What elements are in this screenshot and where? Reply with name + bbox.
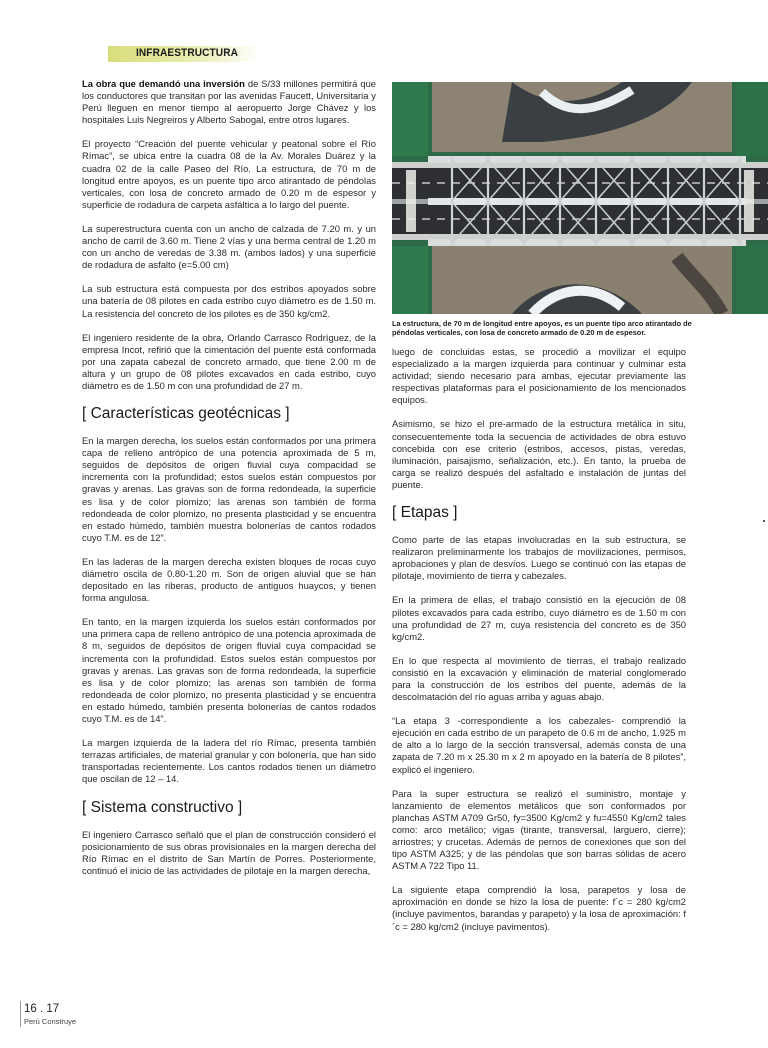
paragraph: El ingeniero residente de la obra, Orlando Carrasco Rodríguez, de la empresa Incot, refirió que la cimentación del puente está conformada por una zapata cabezal de concreto armado, que tiene 2.00 m de altura y un grupo de 08 pilotes excavados en cada estribo, cuyo diámetro es de 1.50 m con una profundidad de 27 m. bbox=[82, 331, 376, 391]
lead-rest: de S/33 millones permitirá que los conductores que transitan por las avenidas Faucett, Universitaria y Perú lleguen en menor tiempo al aeropuerto Jorge Chávez y los hospitales Luis Negreiros y Alberto Sabogal, entre otros lugares. bbox=[82, 78, 377, 126]
folio-rule bbox=[20, 1001, 21, 1027]
paragraph: En tanto, en la margen izquierda los suelos están conformados por una primera capa de relleno antrópico de una potencia aproximada de 8 m, seguidos de depósitos de origen fluvial cuya compacidad se incrementa con la profundidad. Estos suelos están compuestos por gravas y arenas. Las gravas son de forma redondeada, la superficie es lisa y de color plomizo; las arenas son también de forma redondeada de color plomizo, no presenta plasticidad y se encuentra en estado húmedo, también presenta bolonerías de cantos rodados cuyo T.M. es de 14”. bbox=[82, 616, 376, 725]
paragraph: En lo que respecta al movimiento de tierras, el trabajo realizado consistió en la excavación y eliminación de material conglomerado para la construcción de los estribos del puente, además de la descolmatación del río aguas arriba y aguas abajo. bbox=[392, 654, 686, 703]
paragraph: En la margen derecha, los suelos están conformados por una primera capa de relleno antrópico de una potencia aproximada de 5 m, seguidos de depósitos de origen fluvial cuya compacidad se incrementa con la profundidad; estos suelos están compuestos por gravas y arenas. Las gravas son de forma redondeada, la superficie es lisa y de color plomizo; las arenas son también de forma redondeada de color plomizo, no presenta plasticidad y se encuentra en estado húmedo, también muestra bolonerías de cantos rodados cuyo T.M. es de 12”. bbox=[82, 435, 376, 543]
paragraph: La superestructura cuenta con un ancho de calzada de 7.20 m. y un ancho de carril de 3.60 m. Tiene 2 vías y una berma central de 1.20 m con un ancho de veredas de 3.38 m. (ambos lados) y una superficie de rodadura de asfalto (e=5.00 cm) bbox=[82, 222, 376, 271]
paragraph: luego de concluidas estas, se procedió a movilizar el equipo especializado a la margen izquierda para continuar y culminar esta actividad; siendo necesario para ambas, ejecutar previamente las respectivas plataformas para el posicionamiento de los mencionados equipos. bbox=[392, 346, 686, 406]
paragraph: En las laderas de la margen derecha existen bloques de rocas cuyo diámetro oscila de 0.80-1.20 m. Son de origen aluvial que se han depositado en las riberas, producto de antiguos huaycos, y tienen forma angulosa. bbox=[82, 555, 376, 604]
paragraph: Como parte de las etapas involucradas en la sub estructura, se realizaron preliminarmente los trabajos de movilizaciones, permisos, aprobaciones y plan de desvíos. Luego se continuó con las etapas de pilotaje, movimiento de tierra y cabezales. bbox=[392, 534, 686, 582]
subheading-etapas: [ Etapas ] bbox=[392, 504, 458, 522]
left-column bbox=[82, 78, 376, 889]
margin-mark bbox=[763, 520, 765, 522]
paragraph: Asimismo, se hizo el pre-armado de la estructura metálica in situ, consecuentemente toda la secuencia de actividades de obra estuvo concebida con ese criterio (estribos, accesos, pistas, veredas, iluminación, paisajismo, señalización, etc.). En tanto, la prueba de carga se realizó después del asfaltado e instalación de juntas del puente. bbox=[392, 418, 686, 490]
subheading-sistema-constructivo: [ Sistema constructivo ] bbox=[82, 798, 243, 816]
bridge-illustration bbox=[392, 82, 768, 314]
section-tag bbox=[108, 46, 260, 62]
bridge-aerial-photo bbox=[392, 82, 768, 314]
right-column bbox=[392, 346, 686, 945]
paragraph: En la primera de ellas, el trabajo consistió en la ejecución de 08 pilotes excavados para cada estribo, cuyo diámetro es de 1.50 m con una profundidad de 27 m, cuya resistencia del concreto es de 350 kg/cm2. bbox=[392, 594, 686, 642]
subheading-geotecnicas: [ Características geotécnicas ] bbox=[82, 405, 290, 423]
magazine-name: Perú Construye bbox=[24, 1017, 77, 1026]
paragraph: Para la super estructura se realizó el suministro, montaje y lanzamiento de elementos metálicos que son conformados por planchas ASTM A709 Gr50, fy=3500 Kg/cm2 y fu=4550 Kg/cm2 tales como: arco metálico; vigas (tirante, transversal, larguero, cierre); arriostres; y crucetas. Además de pernos de conexiones que son del tipo ASTM A325; y de las péndolas que son barras sólidas de acero ASTM A 722 Tipo 11. bbox=[392, 787, 686, 872]
paragraph: La sub estructura está compuesta por dos estribos apoyados sobre una batería de 08 pilotes en cada estribo cuyo diámetro es de 1.50 m. La resistencia del concreto de los pilotes es de 350 kg/cm2. bbox=[82, 283, 376, 319]
lead-paragraph bbox=[82, 78, 376, 126]
paragraph: “La etapa 3 -correspondiente a los cabezales- comprendió la ejecución en cada estribo de un parapeto de 0.6 m de ancho, 1.925 m de alto a lo largo de la sección transversal, además consta de una zapata de 7.20 m x 25.30 m x 2 m apoyado en la batería de 8 pilotes”, explicó el ingeniero. bbox=[392, 715, 686, 775]
paragraph: La siguiente etapa comprendió la losa, parapetos y losa de aproximación en donde se hizo la losa de puente: f´c = 280 kg/cm2 (incluye pavimentos, barandas y parapeto) y la losa de aproximación: f´c = 280 kg/cm2 (incluye pavimentos). bbox=[392, 884, 686, 932]
section-label: INFRAESTRUCTURA bbox=[136, 47, 239, 59]
paragraph: La margen izquierda de la ladera del río Rímac, presenta también terrazas artificiales, de material granular y con bolonería, que han sido transportadas recientemente. Los cantos rodados tienen un diámetro que oscilan de 12 – 14. bbox=[82, 737, 376, 785]
page-numbers: 16 . 17 bbox=[24, 1003, 60, 1015]
lead-bold: La obra que demandó una inversión bbox=[82, 78, 245, 89]
paragraph: El proyecto “Creación del puente vehicular y peatonal sobre el Río Rímac”, se ubica entre la cuadra 08 de la Av. Morales Duárez y la cuadra 02 de la calle Paseo del Río. La estructura, de 70 m de longitud entre apoyos, es un puente tipo arco atirantado de péndolas verticales, con losa de concreto armado de 0.20 m de espesor y superficie de rodadura de carpeta asfáltica a lo largo del puente. bbox=[82, 138, 376, 210]
photo-caption: La estructura, de 70 m de longitud entre apoyos, es un puente tipo arco atirantado de péndolas verticales, con losa de concreto armado de 0.20 m de espesor. bbox=[392, 319, 692, 337]
paragraph: El ingeniero Carrasco señaló que el plan de construcción consideró el posicionamiento de sus obras provisionales en la margen derecha del Río Rímac en el distrito de San Martín de Porres. Posteriormente, continuó el inicio de las actividades de pilotaje en la margen derecha, bbox=[82, 828, 376, 876]
